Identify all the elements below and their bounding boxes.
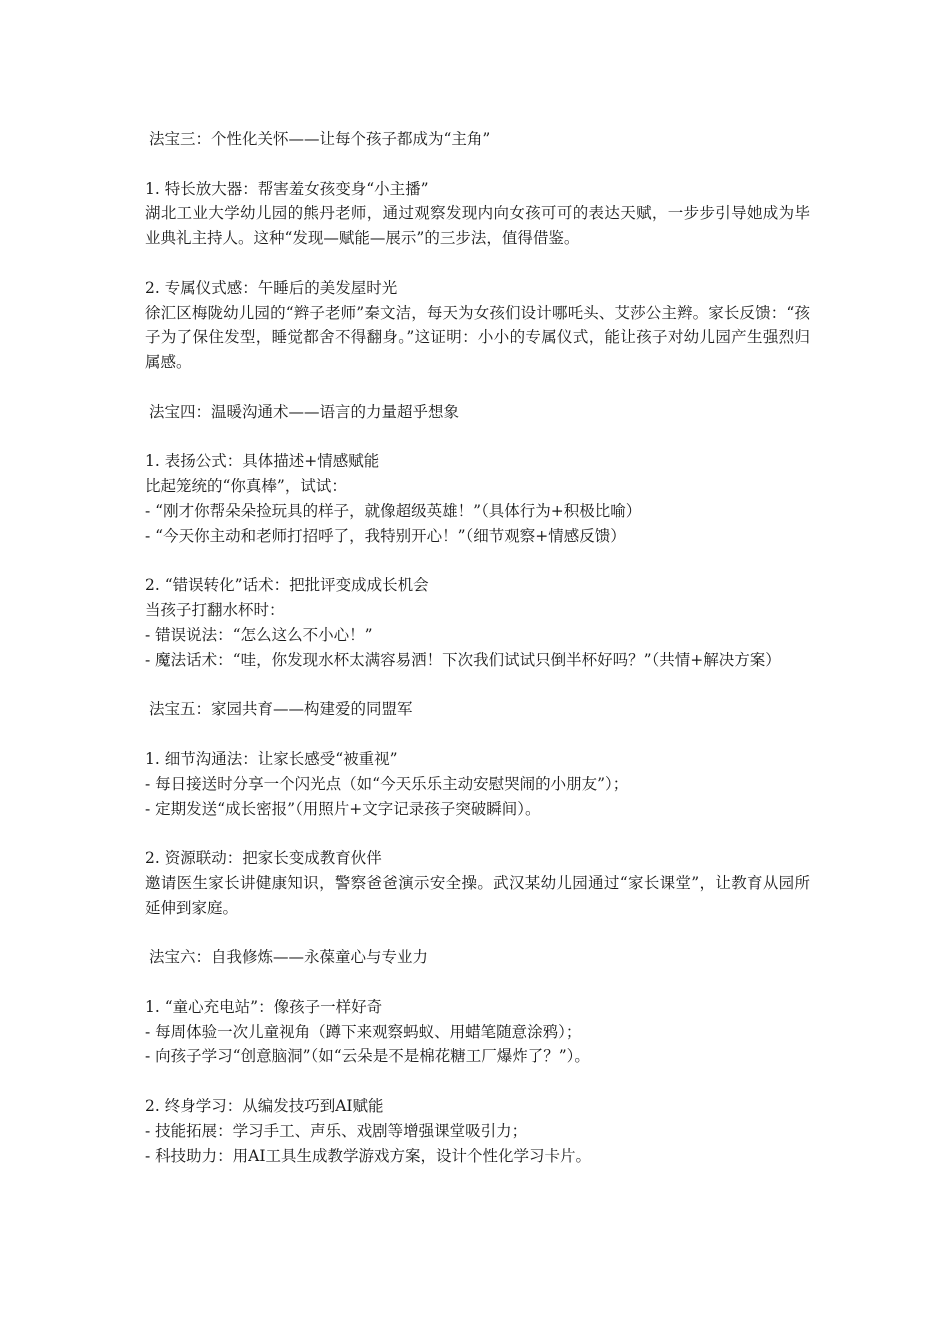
section-heading: 法宝三：个性化关怀——让每个孩子都成为“主角” (149, 130, 491, 148)
subheading: 1. 特长放大器：帮害羞女孩变身“小主播” (145, 179, 429, 198)
paragraph: 湖北工业大学幼儿园的熊丹老师，通过观察发现内向女孩可可的表达天赋，一步步引导她成为毕业典礼主持人。这种“发现—赋能—展示”的三步法，值得借鉴。 (145, 204, 810, 248)
blank-line (145, 549, 810, 574)
list-item: - 错误说法：“怎么这么不小心！” (145, 625, 373, 644)
list-item: - “刚才你帮朵朵捡玩具的样子，就像超级英雄！”（具体行为+积极比喻） (145, 501, 642, 520)
list-item: - 魔法话术：“哇，你发现水杯太满容易洒！下次我们试试只倒半杯好吗？”（共情+解决方案） (145, 650, 781, 669)
blank-line (145, 921, 810, 946)
section-heading: 法宝六：自我修炼——永葆童心与专业力 (149, 948, 429, 967)
subheading: 2. 终身学习：从编发技巧到AI赋能 (145, 1097, 384, 1116)
blank-line (145, 251, 810, 276)
list-item: - 技能拓展：学习手工、声乐、戏剧等增强课堂吸引力； (145, 1121, 528, 1140)
subheading: 2. 专属仪式感：午睡后的美发屋时光 (145, 278, 398, 297)
list-item: - 科技助力：用AI工具生成教学游戏方案，设计个性化学习卡片。 (145, 1146, 591, 1165)
section-heading: 法宝四：温暖沟通术——语言的力量超乎想象 (149, 402, 460, 421)
blank-line (145, 1069, 810, 1094)
section-heading: 法宝五：家园共育——构建爱的同盟军 (149, 700, 413, 719)
list-item: - 每日接送时分享一个闪光点（如“今天乐乐主动安慰哭闹的小朋友”）； (145, 774, 629, 793)
document-body (145, 127, 810, 1168)
paragraph: 徐汇区梅陇幼儿园的“辫子老师”秦文洁，每天为女孩们设计哪吒头、艾莎公主辫。家长反馈：“孩子为了保住发型，睡觉都舍不得翻身。”这证明：小小的专属仪式，能让孩子对幼儿园产生强烈归属感。 (145, 303, 810, 372)
paragraph: 当孩子打翻水杯时： (145, 601, 285, 620)
subheading: 1. 表扬公式：具体描述+情感赋能 (145, 452, 380, 471)
blank-line (145, 722, 810, 747)
blank-line (145, 970, 810, 995)
list-item: - 向孩子学习“创意脑洞”（如“云朵是不是棉花糖工厂爆炸了？”）。 (145, 1047, 590, 1066)
list-item: - 每周体验一次儿童视角（蹲下来观察蚂蚁、用蜡笔随意涂鸦）； (145, 1022, 582, 1041)
subheading: 1. “童心充电站”：像孩子一样好奇 (145, 997, 383, 1016)
blank-line (145, 821, 810, 846)
subheading: 1. 细节沟通法：让家长感受“被重视” (145, 749, 398, 768)
blank-line (145, 673, 810, 698)
blank-line (145, 375, 810, 400)
blank-line (145, 425, 810, 450)
list-item: - “今天你主动和老师打招呼了，我特别开心！”（细节观察+情感反馈） (145, 526, 626, 545)
list-item: - 定期发送“成长密报”（用照片+文字记录孩子突破瞬间）。 (145, 799, 541, 818)
paragraph: 邀请医生家长讲健康知识，警察爸爸演示安全操。武汉某幼儿园通过“家长课堂”，让教育从园所延伸到家庭。 (145, 873, 810, 917)
subheading: 2. 资源联动：把家长变成教育伙伴 (145, 849, 382, 868)
subheading: 2. “错误转化”话术：把批评变成成长机会 (145, 576, 429, 595)
paragraph: 比起笼统的“你真棒”，试试： (145, 477, 347, 496)
blank-line (145, 152, 810, 177)
